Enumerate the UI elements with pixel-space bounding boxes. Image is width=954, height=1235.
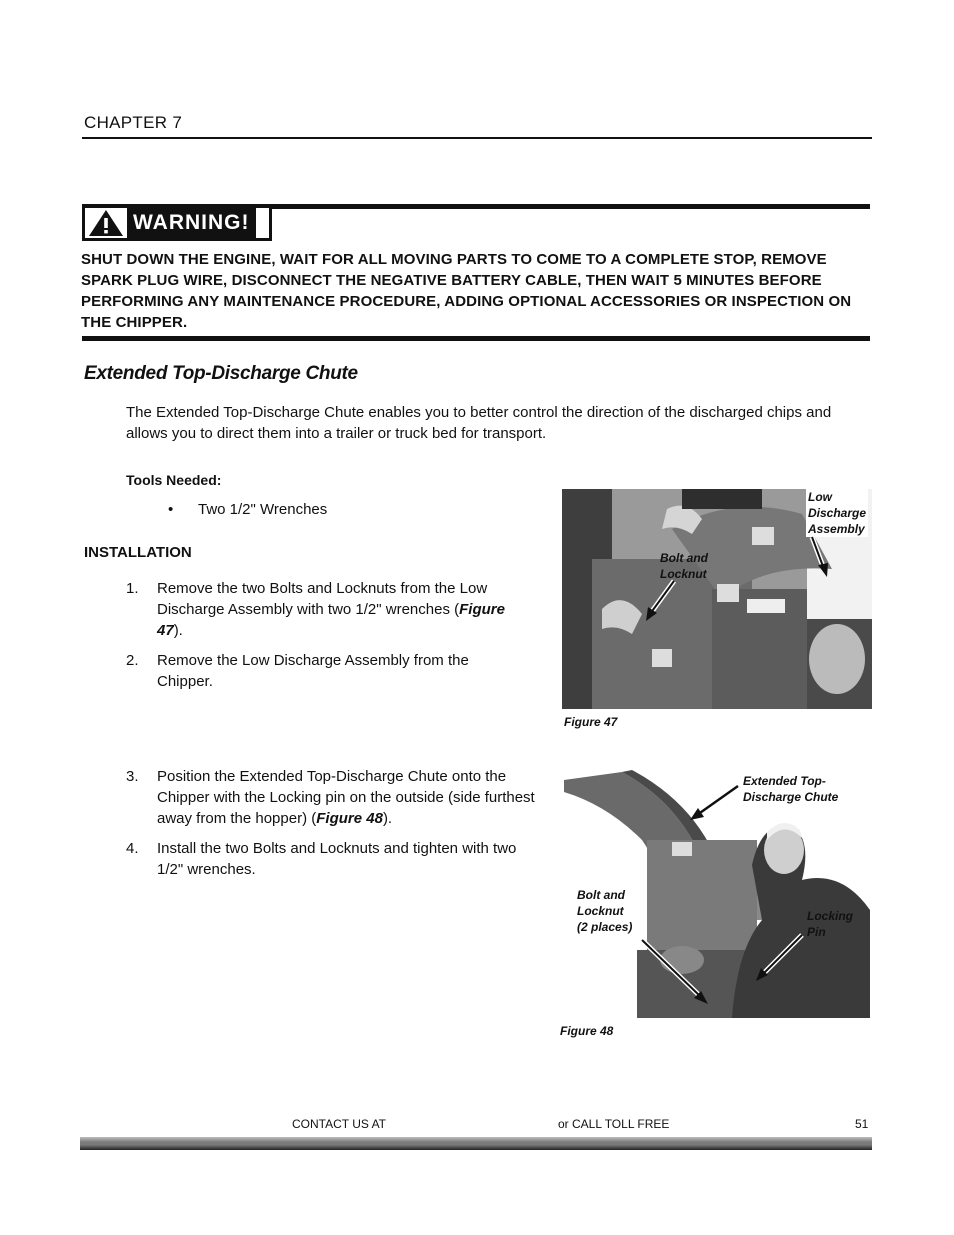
- step-2: [126, 650, 536, 694]
- callout-line: Bolt and: [660, 551, 708, 565]
- callout-line: Bolt and: [577, 888, 625, 902]
- footer-rule: [80, 1137, 872, 1150]
- step-text: [157, 766, 539, 829]
- step-number: 2.: [126, 652, 139, 669]
- step-number: 3.: [126, 768, 139, 785]
- callout-line: Locknut: [660, 567, 707, 581]
- figure-47-caption: Figure 47: [564, 715, 618, 729]
- callout-line: Discharge Chute: [743, 790, 839, 804]
- warning-badge: [82, 205, 272, 241]
- callout-line: Locknut: [577, 904, 624, 918]
- intro-paragraph: The Extended Top-Discharge Chute enables you to better control the direction of the discharged chips and allows you to direct them into a trailer or truck bed for transport.: [126, 404, 832, 442]
- callout-line: (2 places): [577, 920, 633, 934]
- step-text-part: Position the Extended Top-Discharge Chute onto the Chipper with the Locking pin on the outside (side furthest away from the hopper) (: [157, 768, 535, 827]
- warning-triangle-icon: [87, 208, 125, 238]
- page-number: 51: [855, 1117, 869, 1131]
- step-text-part: Install the two Bolts and Locknuts and tighten with two 1/2" wrenches.: [157, 840, 517, 878]
- callout-line: Extended Top-: [743, 774, 826, 788]
- step-text-part: ).: [173, 622, 183, 639]
- step-3: [126, 766, 541, 831]
- step-text: [157, 578, 532, 641]
- bullet-icon: •: [168, 501, 174, 518]
- figure-reference: Figure 48: [316, 810, 383, 827]
- callout-line: Low: [808, 490, 832, 504]
- callout-line: Locking: [807, 909, 854, 923]
- callout-line: Pin: [807, 925, 826, 939]
- tools-heading: Tools Needed:: [126, 472, 222, 488]
- header-rule: [82, 137, 872, 139]
- step-text: [157, 650, 502, 692]
- figure-47-arrows: [562, 489, 872, 709]
- step-text-part: Remove the Low Discharge Assembly from the Chipper.: [157, 652, 469, 690]
- chapter-heading: CHAPTER 7: [84, 113, 183, 132]
- step-1: [126, 578, 536, 643]
- step-text: [157, 838, 527, 880]
- step-number: 1.: [126, 580, 139, 597]
- tools-list-item: [168, 501, 327, 518]
- step-text-part: Remove the two Bolts and Locknuts from the Low Discharge Assembly with two 1/2" wrenches (: [157, 580, 488, 618]
- step-number: 4.: [126, 840, 139, 857]
- tool-name: Two 1/2" Wrenches: [198, 501, 328, 518]
- footer-call: or CALL TOLL FREE: [558, 1117, 670, 1131]
- callout-line: Assembly: [808, 522, 865, 536]
- step-4: [126, 838, 541, 882]
- footer-contact: CONTACT US AT: [292, 1117, 387, 1131]
- warning-label: WARNING!: [127, 208, 256, 238]
- callout-line: Discharge: [808, 506, 867, 520]
- warning-text: SHUT DOWN THE ENGINE, WAIT FOR ALL MOVING PARTS TO COME TO A COMPLETE STOP, REMOVE SPARK PLUG WIRE, DISCONNECT THE NEGATIVE BATTERY CABLE, THEN WAIT 5 MINUTES BEFORE PERFORMING ANY MAINTENANCE PROCEDURE, ADDING OPTIONAL ACCESSORIES OR INSPECTION ON THE CHIPPER.: [81, 251, 852, 331]
- figure-48-caption: Figure 48: [560, 1024, 614, 1038]
- installation-heading: INSTALLATION: [84, 544, 192, 561]
- figure-48-arrows: [562, 770, 870, 1018]
- section-title: Extended Top-Discharge Chute: [84, 363, 358, 384]
- figure-reference: Figure 47: [157, 601, 505, 639]
- step-text-part: ).: [382, 810, 393, 827]
- warning-bottom-bar: [82, 336, 870, 341]
